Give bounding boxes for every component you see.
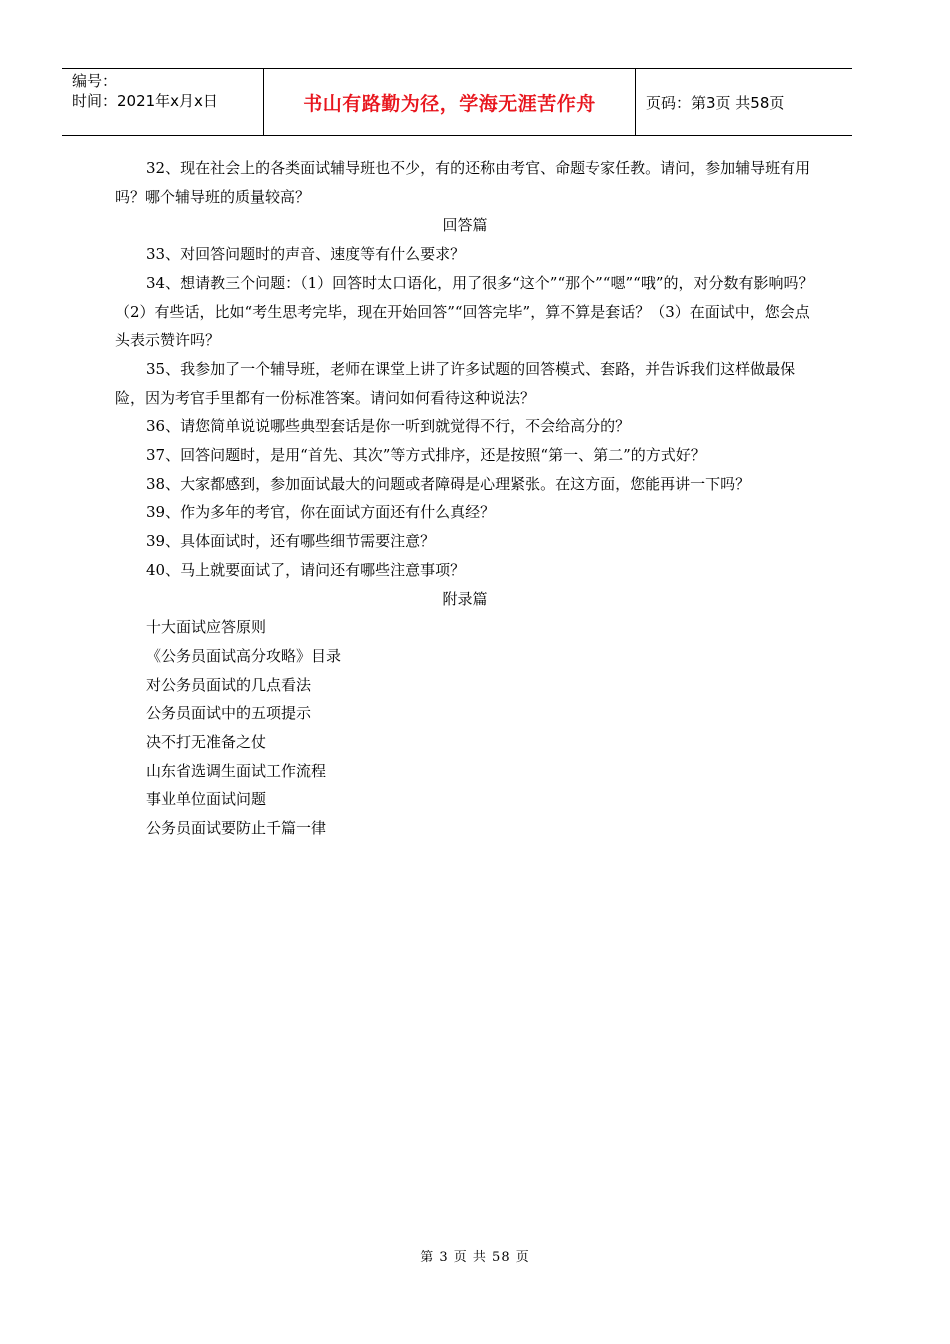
question-39b: 39、具体面试时，还有哪些细节需要注意？	[146, 532, 436, 551]
section-title-answer: 回答篇	[442, 216, 488, 235]
number-label: 编号：	[72, 72, 118, 90]
page-footer: 第 3 页 共 58 页	[420, 1250, 530, 1265]
header-page-cell	[636, 69, 852, 135]
question-36: 36、请您简单说说哪些典型套话是你一听到就觉得不行，不会给高分的？	[146, 417, 631, 436]
appendix-item: 公务员面试中的五项提示	[146, 704, 312, 723]
page-label: 页码：第3页 共58页	[646, 93, 785, 112]
time-label: 时间：2021年x月x日	[72, 92, 218, 110]
question-34: 34、想请教三个问题：（1）回答时太口语化，用了很多“这个”“那个”“嗯”“哦”的，对分数有影响吗？（2）有些话，比如“考生思考完毕，现在开始回答”“回答完毕”，算不算是套话？（3）在面试中，您会点头表示赞许吗？	[115, 273, 814, 350]
header-motto-cell	[264, 69, 636, 135]
section-title-appendix: 附录篇	[442, 589, 488, 608]
header-table	[62, 68, 852, 136]
appendix-item: 山东省选调生面试工作流程	[146, 761, 327, 780]
appendix-item: 《公务员面试高分攻略》目录	[146, 646, 342, 665]
question-38: 38、大家都感到，参加面试最大的问题或者障碍是心理紧张。在这方面，您能再讲一下吗？	[146, 474, 751, 493]
motto-text: 书山有路勤为径，学海无涯苦作舟	[303, 92, 596, 115]
appendix-item: 公务员面试要防止千篇一律	[146, 819, 327, 838]
question-32: 32、现在社会上的各类面试辅导班也不少，有的还称由考官、命题专家任教。请问，参加辅导班有用吗？哪个辅导班的质量较高？	[115, 159, 811, 206]
appendix-item: 事业单位面试问题	[146, 790, 267, 809]
appendix-item: 对公务员面试的几点看法	[146, 675, 312, 694]
appendix-item: 决不打无准备之仗	[146, 733, 267, 752]
header-meta-cell	[62, 69, 264, 135]
question-40: 40、马上就要面试了，请问还有哪些注意事项？	[146, 560, 466, 579]
question-35: 35、我参加了一个辅导班，老师在课堂上讲了许多试题的回答模式、套路，并告诉我们这样做最保险，因为考官手里都有一份标准答案。请问如何看待这种说法？	[115, 359, 796, 407]
question-33: 33、对回答问题时的声音、速度等有什么要求？	[146, 245, 466, 264]
question-39a: 39、作为多年的考官，你在面试方面还有什么真经？	[146, 503, 496, 522]
question-37: 37、回答问题时，是用“首先、其次”等方式排序，还是按照“第一、第二”的方式好？	[146, 446, 706, 465]
appendix-item: 十大面试应答原则	[146, 618, 267, 637]
document-body	[115, 154, 815, 843]
